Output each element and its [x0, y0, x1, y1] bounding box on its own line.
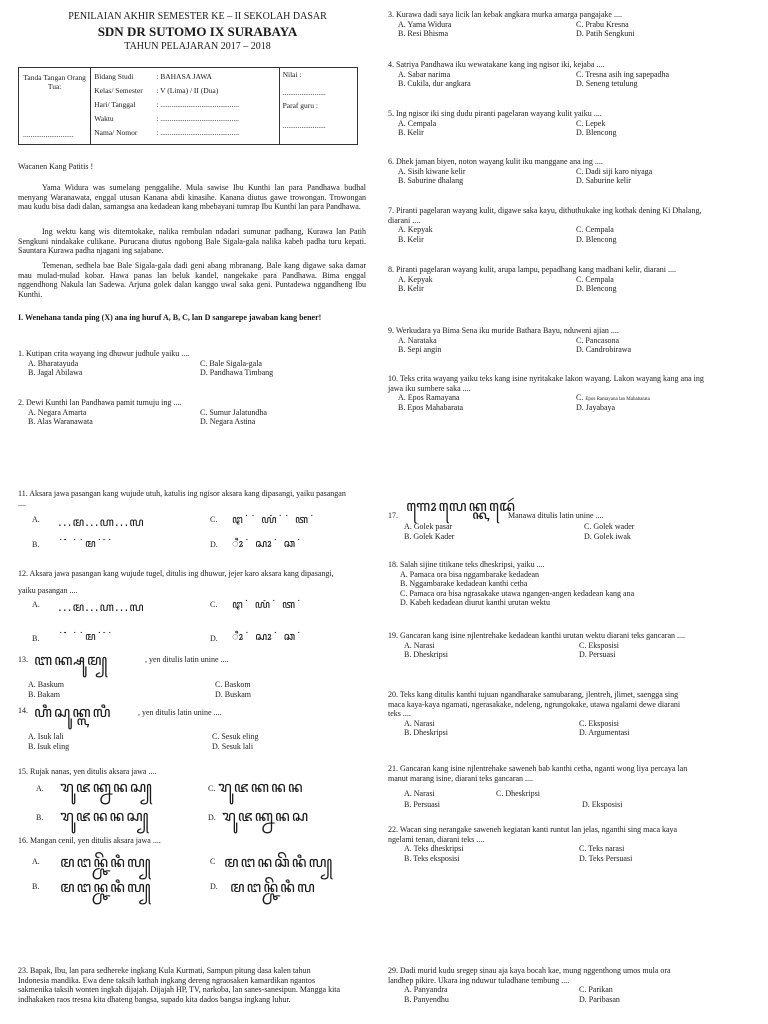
option-c[interactable]: C. Parikan: [579, 985, 613, 995]
question-5-text: 5. Ing ngisor iki sing dudu piranti pagelaran wayang kulit yaiku ....: [388, 109, 602, 118]
reading-paragraph-1: Yama Widura was sumelang penggalihe. Mula sawise Ibu Kunthi lan para Pandhawa budhal menyang Waranawata, enggal utusan Kanana abdi kinasihe. Kanana diutus gawe trowongan. Trowongan mau kudu bisa dadi dalan, samangsa ana kedadean kang mbebayani tumrap Ibu Kunthi lan para Pandhawa.: [18, 183, 366, 212]
option-b[interactable]: B. Alas Waranawata: [28, 417, 93, 427]
question-6: [388, 157, 750, 186]
parent-signature-label: Tanda Tangan Orang Tua:: [23, 73, 86, 91]
question-22: [388, 825, 688, 863]
option-a[interactable]: A. Sabar narima: [398, 69, 451, 79]
option-a[interactable]: A. Teks dheskripsi: [404, 844, 464, 854]
option-d[interactable]: D. Negara Astina: [200, 417, 256, 427]
score-field[interactable]: .......................: [282, 88, 326, 97]
option-b[interactable]: B. Kelir: [398, 128, 424, 138]
question-15-text: 15. Rujak nanas, yen ditulis aksara jawa ....: [18, 767, 157, 776]
option-d[interactable]: D. Paribasan: [579, 994, 620, 1004]
student-info-table: [18, 67, 358, 145]
option-d-label[interactable]: D.: [210, 634, 218, 643]
option-b[interactable]: B. Jagal Abilawa: [28, 368, 83, 378]
question-29-text: 29. Dadi murid kudu sregep sinau aja kaya bocah kae, mung nggenthong umos mula ora landhep pikire. Ukara ing nduwur tuladhane tembung ....: [388, 966, 671, 985]
option-d[interactable]: D. Saburine kelir: [576, 176, 631, 186]
subject-value: : BAHASA JAWA: [156, 72, 212, 81]
question-21-text: 21. Gancaran kang isine njlentrehake saweneh bab kanthi cetha, nganti wong liya percaya lan manut marang isine, diarani teks gancaran ....: [388, 764, 688, 783]
time-field[interactable]: : ..........................................: [156, 114, 239, 123]
class-value: : V (Lima) / II (Dua): [156, 86, 219, 95]
time-row[interactable]: [94, 112, 275, 126]
option-b-javanese: ˙˙ꦁ ˙˙ꦩ˙ ꦁ˙: [58, 630, 114, 643]
question-13-options: [28, 680, 348, 699]
option-a[interactable]: A. Panyandra: [404, 985, 448, 995]
option-a[interactable]: A. Cempala: [398, 118, 437, 128]
option-a-label[interactable]: A.: [32, 515, 40, 524]
question-11: [18, 489, 353, 508]
reading-paragraph-3: Temenan, sedhela bae Bale Sigala-gala dadi geni abang mbranang. Bale kang digawe saka damar mau mulad-mulad kobar. Hawa panas lan beluk kandel, nangekake para Pandhawa. Bima enggal nggendhong Nakula lan Sadewa. Arjuna golek dalan kanggo uwal saka geni. Puntadewa nggandheng Ibu Kunthi.: [18, 261, 366, 299]
option-a[interactable]: A. Narasi: [404, 789, 435, 798]
option-c[interactable]: C. Eksposisi: [579, 718, 620, 728]
school-year: TAHUN PELAJARAN 2017 – 2018: [124, 41, 271, 52]
option-a-javanese: ...ꦩ...ꦲ...ꦭ: [58, 515, 145, 529]
question-9-text: 9. Werkudara ya Bima Sena iku muride Bathara Bayu, nduweni ajian ....: [388, 326, 619, 335]
option-b[interactable]: B. Cukila, dur angkara: [398, 79, 471, 89]
option-c[interactable]: C. Pamaca ora bisa ngrasakake utawa ngangen-angen kedadean kang ana: [400, 588, 635, 598]
question-12-text: 12. Aksara jawa pasangan kang wujude tugel, ditulis ing dhuwur, jejer karo aksara kang dipasangi, yaiku pasangan ....: [18, 569, 334, 595]
question-6-text: 6. Dhek jaman biyen, noton wayang kulit iku manggane ana ing ....: [388, 157, 603, 166]
question-2-text: 2. Dewi Kunthi lan Pandhawa pamit tumuju ing ....: [18, 398, 182, 407]
option-c[interactable]: C. Pancasona: [576, 335, 620, 345]
question-29: [388, 966, 688, 1004]
option-d[interactable]: D. Jayabaya: [576, 403, 616, 413]
option-c[interactable]: C. Baskom: [215, 680, 251, 689]
option-b[interactable]: B. Teks eksposisi: [404, 853, 460, 863]
option-a[interactable]: A. Narasi: [404, 640, 435, 650]
option-c[interactable]: C. Bale Sigala-gala: [200, 358, 262, 368]
question-10-text: 10. Teks crita wayang yaiku teks kang isine nyritakake lakon wayang. Lakon wayang kang ana ing jawa iku sumbere saka ....: [388, 374, 704, 393]
option-c[interactable]: C. Lepek: [576, 118, 606, 128]
question-13-javanese: ꦧꦏ꧀ꦱꦸꦩ꧀: [34, 651, 110, 669]
option-a[interactable]: A. Negara Amarta: [28, 407, 87, 417]
question-14-options: [28, 732, 348, 751]
date-row[interactable]: [94, 98, 275, 112]
exam-title: PENILAIAN AKHIR SEMESTER KE – II SEKOLAH DASAR: [68, 11, 327, 22]
option-d[interactable]: D. Eksposisi: [582, 800, 623, 809]
option-c[interactable]: C. Dadi siji karo niyaga: [576, 166, 653, 176]
option-b[interactable]: B. Nggambarake kedadean kanthi cetha: [400, 579, 528, 589]
option-b[interactable]: B. Isuk eling: [28, 741, 70, 751]
option-a-javanese: ꦫꦸꦗꦏ꧀ꦤꦤꦱ꧀: [60, 778, 154, 796]
time-label: Waktu: [94, 114, 114, 123]
question-19: [388, 631, 706, 660]
question-14-number: 14.: [18, 706, 28, 715]
score-label: Nilai :: [282, 70, 302, 79]
subject-row: [94, 70, 275, 84]
question-20: [388, 690, 688, 738]
question-8-text: 8. Piranti pagelaran wayang kulit, arupa lampu, pepadhang kang madhani kelir, diarani ....: [388, 265, 677, 274]
date-label: Hari/ Tanggal: [94, 100, 136, 109]
option-a[interactable]: A. Bharatayuda: [28, 358, 79, 368]
question-4: [388, 60, 750, 89]
option-b[interactable]: B. Sepi angin: [398, 345, 442, 355]
option-a[interactable]: A. Sisih kiwane kelir: [398, 166, 466, 176]
option-d[interactable]: D. Teks Persuasi: [579, 853, 633, 863]
option-c-javanese: ꦫꦸꦗꦏꦤꦤ: [218, 778, 305, 796]
option-c-javanese: ꦛ˙ ꦪꦁ˙ ꦠ˙: [232, 598, 303, 611]
class-row: [94, 84, 275, 98]
question-7: [388, 206, 708, 244]
option-a[interactable]: A. Baskum: [28, 680, 64, 689]
subject-label: Bidang Studi: [94, 72, 134, 81]
identity-cell: [91, 68, 279, 145]
option-c-label[interactable]: C.: [210, 515, 218, 524]
question-12: [18, 565, 338, 599]
option-b[interactable]: B. Epos Mahabarata: [398, 403, 464, 413]
option-b[interactable]: B. Saburine dhalang: [398, 176, 464, 186]
option-b-javanese: ꦫꦸꦗꦤꦤꦱ꧀: [60, 807, 151, 825]
option-c-text: Epos Ramayana lan Mahabarata: [585, 397, 650, 403]
option-b-label[interactable]: B.: [32, 540, 40, 549]
question-17-options: [404, 522, 750, 541]
option-b-label[interactable]: B.: [32, 634, 40, 643]
name-label: Nama/ Nomor: [94, 128, 138, 137]
option-d[interactable]: D. Pandhawa Timbang: [200, 368, 274, 378]
class-label: Kelas/ Semester: [94, 86, 143, 95]
option-a[interactable]: A. Kepyak: [398, 274, 433, 284]
question-5: [388, 109, 750, 138]
question-16-text: 16. Mangan cenil, yen ditulis aksara jawa ....: [18, 836, 161, 845]
question-14-javanese: ꦲꦶꦱꦸꦏ꧀ꦭꦭꦶ: [34, 703, 113, 721]
parent-signature-cell: [19, 68, 91, 145]
question-21: [388, 764, 693, 783]
option-a[interactable]: A. Isuk lali: [28, 732, 64, 741]
reading-paragraph-2: Ing wektu kang wis ditemtokake, nalika rembulan ndadari sumunar padhang, Kurawa lan Patih Sengkuni nindakake culikane. Purucana diutus ngobong Bale Sigala-gala nalika kabeh padha turu kepati. Sauntara Kurawa padha njagani ing sajabane.: [18, 227, 366, 256]
option-b[interactable]: B. Panyendhu: [404, 994, 449, 1004]
option-d-label[interactable]: D.: [208, 813, 216, 822]
option-c-label[interactable]: C.: [208, 784, 216, 793]
question-13-text: , yen ditulis latin unine ....: [145, 655, 229, 664]
question-4-text: 4. Satriya Pandhawa iku wewatakane kang ing ngisor iki, kejaba ....: [388, 60, 605, 69]
option-b[interactable]: B. Persuasi: [404, 800, 440, 809]
name-field[interactable]: : ..........................................: [156, 128, 239, 137]
score-cell: [279, 68, 357, 145]
teacher-initial-field[interactable]: .......................: [282, 121, 326, 130]
option-d-javanese: ꦩꦔꦤ꧀ꦕꦼꦤꦶꦭ: [230, 878, 317, 896]
question-17-javanese: ꦒꦺꦴꦭꦺꦏ꧀ꦏꦢꦺꦂ: [406, 497, 517, 515]
option-c-letter: C.: [576, 393, 584, 403]
option-b[interactable]: B. Dheskripsi: [404, 650, 448, 660]
reading-title: Wacanen Kang Patitis !: [18, 162, 94, 171]
option-d[interactable]: D. Seneng tetulung: [576, 79, 638, 89]
option-d[interactable]: D. Buskam: [215, 689, 251, 699]
question-17-number: 17.: [388, 511, 398, 520]
option-a[interactable]: A. Narataka: [398, 335, 437, 345]
option-a-label[interactable]: A.: [32, 600, 40, 609]
question-10: [388, 374, 706, 413]
option-d-label[interactable]: D.: [210, 882, 218, 891]
question-11-text: 11. Aksara jawa pasangan kang wujude utuh, katulis ing ngisor aksara kang dipasangi, yaiku pasangan ....: [18, 489, 346, 508]
option-d[interactable]: D. Blencong: [576, 284, 617, 294]
option-c-label[interactable]: C: [210, 857, 216, 866]
question-2: [18, 398, 368, 427]
option-a-label[interactable]: A.: [36, 784, 44, 793]
question-23: [18, 966, 343, 1004]
option-c[interactable]: C. Dheskripsi: [496, 789, 540, 798]
parent-signature-line[interactable]: ...........................: [23, 130, 74, 139]
option-b[interactable]: B. Dheskripsi: [404, 728, 448, 738]
question-3-text: 3. Kurawa dadi saya licik lan kebak angkara murka amarga pangajake ....: [388, 10, 622, 19]
option-c[interactable]: C. Teks narasi: [579, 844, 625, 854]
option-d[interactable]: D. Golek iwak: [584, 531, 631, 541]
option-b[interactable]: B. Bakam: [28, 689, 60, 699]
option-c[interactable]: C. Cempala: [576, 225, 614, 235]
option-c-javanese: ꦩꦔꦤꦕꦼꦤꦶꦭ꧀: [224, 853, 335, 871]
option-a[interactable]: A. Yama Widura: [398, 19, 452, 29]
question-13-number: 13.: [18, 655, 28, 664]
date-field[interactable]: : ..........................................: [156, 100, 239, 109]
name-row[interactable]: [94, 126, 275, 140]
option-c[interactable]: C. Golek wader: [584, 522, 635, 531]
option-b[interactable]: B. Kelir: [398, 234, 424, 244]
option-d[interactable]: D. Candrobirawa: [576, 345, 632, 355]
option-d-javanese: ꦶꦴ˙ ꦱꦴ˙ ꦕ˙: [232, 630, 303, 643]
instruction: I. Wenehana tanda ping (X) ana ing huruf A, B, C, lan D sangarepe jawaban kang bener!: [18, 313, 322, 322]
question-1-text: 1. Kutipan crita wayang ing dhuwur judhule yaiku ....: [18, 349, 190, 358]
school-name: SDN DR SUTOMO IX SURABAYA: [97, 24, 298, 39]
option-c-javanese: ꦛ˙˙ ꦪꦁ˙˙ ꦠ˙: [232, 513, 316, 526]
option-c[interactable]: C. Sumur Jalatundha: [200, 407, 267, 417]
option-a[interactable]: A. Kepyak: [398, 225, 433, 235]
option-d[interactable]: D. Patih Sengkuni: [576, 29, 635, 39]
option-b[interactable]: B. Kelir: [398, 284, 424, 294]
option-a[interactable]: A. Golek pasar: [404, 522, 453, 531]
option-a[interactable]: A. Narasi: [404, 718, 435, 728]
question-20-text: 20. Teks kang ditulis kanthi tujuan ngandharake samubarang, jlentreh, jlimet, saengga sing maca kaya-kaya ngamati, ngerasakake, ndeleng, ngrungokake, utawa ngalami dewe diarani teks ....: [388, 690, 681, 719]
option-a-javanese: ...ꦩ...ꦲ...ꦭ: [58, 600, 145, 614]
question-3: [388, 10, 750, 39]
option-c[interactable]: C. Cempala: [576, 274, 614, 284]
question-8: [388, 265, 698, 294]
question-18-text: 18. Salah sijine titikane teks dheskripsi, yaiku ....: [388, 560, 545, 569]
option-d[interactable]: D. Sesuk lali: [212, 741, 254, 751]
option-a[interactable]: A. Pamaca ora bisa nggambarake kedadean: [400, 569, 540, 579]
option-d[interactable]: D. Argumentasi: [579, 728, 630, 738]
option-b-label[interactable]: B.: [32, 882, 40, 891]
question-14-text: , yen ditulis latin unine ....: [138, 708, 222, 717]
option-c-label[interactable]: C.: [210, 600, 218, 609]
question-19-text: 19. Gancaran kang isine njlentrehake kedadean kanthi urutan wektu diarani teks gancaran ....: [388, 631, 685, 640]
option-a[interactable]: A. Epos Ramayana: [398, 393, 460, 403]
option-b-javanese: ˙˙ꦁ ˙˙ꦩ˙ ꦁ˙: [58, 537, 114, 550]
option-a-javanese: ꦩꦔꦤ꧀ꦕꦼꦤꦶꦭ꧀: [60, 853, 153, 871]
option-d[interactable]: D. Blencong: [576, 128, 617, 138]
option-d[interactable]: D. Blencong: [576, 234, 617, 244]
question-9: [388, 326, 750, 355]
option-b-label[interactable]: B.: [36, 813, 44, 822]
question-22-text: 22. Wacan sing nerangake saweneh kegiatan kanti runtut lan jelas, nganthi sing maca kaya ngelami tenan, diarani teks ....: [388, 825, 678, 844]
teacher-initial-label: Paraf guru :: [282, 101, 318, 110]
option-c[interactable]: C. Prabu Kresna: [576, 19, 629, 29]
question-7-text: 7. Piranti pagelaran wayang kulit, digawe saka kayu, dithuthukake ing kothak dening Ki Dhalang, diarani ....: [388, 206, 702, 225]
question-1: [18, 349, 368, 378]
option-a-label[interactable]: A.: [32, 857, 40, 866]
question-18: [388, 560, 750, 608]
option-d-javanese: ꦶꦴ˙ ꦱꦴ˙ ꦕ˙: [232, 537, 303, 550]
option-c[interactable]: C. Tresna asih ing sapepadha: [576, 69, 670, 79]
option-d-javanese: ꦫꦸꦗꦏ꧀ꦤꦤꦱ: [222, 807, 311, 825]
option-c[interactable]: C. Sesuk eling: [212, 732, 259, 741]
option-b[interactable]: B. Golek Kader: [404, 531, 455, 541]
option-b[interactable]: B. Resi Bhisma: [398, 29, 449, 39]
option-d[interactable]: D. Kabeh kedadean diurut kanthi urutan wektu: [400, 598, 550, 608]
option-d-label[interactable]: D.: [210, 540, 218, 549]
option-c[interactable]: C. Eksposisi: [579, 640, 620, 650]
question-23-text: 23. Bapak, Ibu, lan para sedhereke ingkang Kula Kurmati, Sampun pitung dasa kalen tahun Indonesia mandika. Ewa dene taksih kathah ingkang dereng ngraosaken kamardikan ngantos sakmenika taksih wonten ingkah dijajah. Dijajah HP, TV, narkoba, lan sanes-sanesipun. Mangga kita indhakaken raos tresna kita dhateng bangsa, supado kita dados bangsa ingkang luhur.: [18, 966, 341, 1004]
question-17-text: Manawa ditulis latin unine ....: [508, 511, 604, 520]
option-b-javanese: ꦩꦔꦤ꧀ꦕꦤꦶꦭ꧀: [60, 878, 153, 896]
option-c[interactable]: [576, 393, 750, 403]
option-d[interactable]: D. Persuasi: [579, 650, 616, 660]
